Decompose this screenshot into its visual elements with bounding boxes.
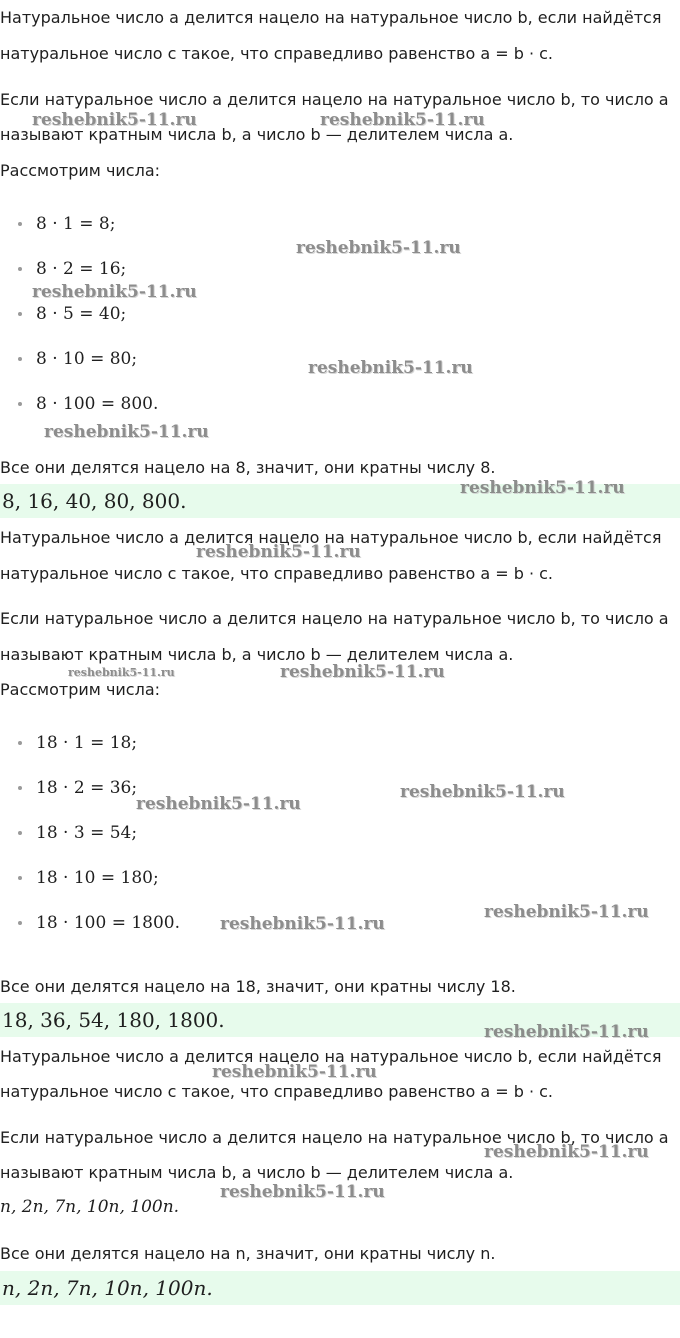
watermark: reshebnik5-11.ru [484, 1142, 649, 1162]
conclusion-text: Все они делятся нацело на n, значит, они кратны числу n. [0, 1244, 496, 1263]
answer-box: 18, 36, 54, 180, 1800. [0, 1003, 680, 1037]
watermark: reshebnik5-11.ru [280, 662, 445, 682]
watermark: reshebnik5-11.ru [484, 902, 649, 922]
multiple-line-2: называют кратным числа b, а число b — делителем числа a. [0, 125, 514, 144]
watermark: reshebnik5-11.ru [44, 422, 209, 442]
definition-line-2: натуральное число c такое, что справедливо равенство a = b · c. [0, 564, 554, 583]
multiple-line-1: Если натуральное число a делится нацело на натуральное число b, то число a [0, 1128, 669, 1147]
multiple-line-2: называют кратным числа b, а число b — делителем числа a. [0, 645, 514, 664]
definition-line-1: Натуральное число a делится нацело на натуральное число b, если найдётся [0, 8, 662, 27]
watermark: reshebnik5-11.ru [308, 358, 473, 378]
list-item: 8 · 10 = 80; [18, 349, 137, 369]
watermark: reshebnik5-11.ru [212, 1062, 377, 1082]
watermark: reshebnik5-11.ru [460, 478, 625, 498]
definition-line-1: Натуральное число a делится нацело на натуральное число b, если найдётся [0, 528, 662, 547]
watermark: reshebnik5-11.ru [32, 282, 197, 302]
list-item: 8 · 2 = 16; [18, 259, 126, 279]
watermark: reshebnik5-11.ru [484, 1022, 649, 1042]
list-item: 8 · 100 = 800. [18, 394, 158, 414]
definition-line-1: Натуральное число a делится нацело на натуральное число b, если найдётся [0, 1047, 662, 1066]
definition-line-2: натуральное число c такое, что справедливо равенство a = b · c. [0, 1082, 554, 1101]
conclusion-text: Все они делятся нацело на 18, значит, они кратны числу 18. [0, 977, 516, 996]
multiples-expression: n, 2n, 7n, 10n, 100n. [0, 1197, 180, 1217]
multiple-line-1: Если натуральное число a делится нацело на натуральное число b, то число a [0, 90, 669, 109]
watermark: reshebnik5-11.ru [400, 782, 565, 802]
consider-text: Рассмотрим числа: [0, 680, 161, 699]
list-item: 8 · 1 = 8; [18, 214, 115, 234]
watermark: reshebnik5-11.ru [32, 110, 197, 130]
watermark: reshebnik5-11.ru [220, 914, 385, 934]
list-item: 8 · 5 = 40; [18, 304, 126, 324]
consider-text: Рассмотрим числа: [0, 161, 161, 180]
watermark: reshebnik5-11.ru [196, 542, 361, 562]
watermark: reshebnik5-11.ru [320, 110, 485, 130]
answer-box: n, 2n, 7n, 10n, 100n. [0, 1271, 680, 1305]
list-item: 18 · 10 = 180; [18, 868, 159, 888]
watermark: reshebnik5-11.ru [220, 1182, 385, 1202]
multiple-line-2: называют кратным числа b, а число b — делителем числа a. [0, 1163, 514, 1182]
answer-box: 8, 16, 40, 80, 800. [0, 484, 680, 518]
list-item: 18 · 1 = 18; [18, 733, 137, 753]
list-item: 18 · 100 = 1800. [18, 913, 180, 933]
multiple-line-1: Если натуральное число a делится нацело на натуральное число b, то число a [0, 609, 669, 628]
definition-line-2: натуральное число c такое, что справедливо равенство a = b · c. [0, 44, 554, 63]
watermark: reshebnik5-11.ru [68, 666, 175, 679]
conclusion-text: Все они делятся нацело на 8, значит, они кратны числу 8. [0, 458, 496, 477]
list-item: 18 · 3 = 54; [18, 823, 137, 843]
watermark: reshebnik5-11.ru [136, 794, 301, 814]
watermark: reshebnik5-11.ru [296, 238, 461, 258]
list-item: 18 · 2 = 36; [18, 778, 137, 798]
